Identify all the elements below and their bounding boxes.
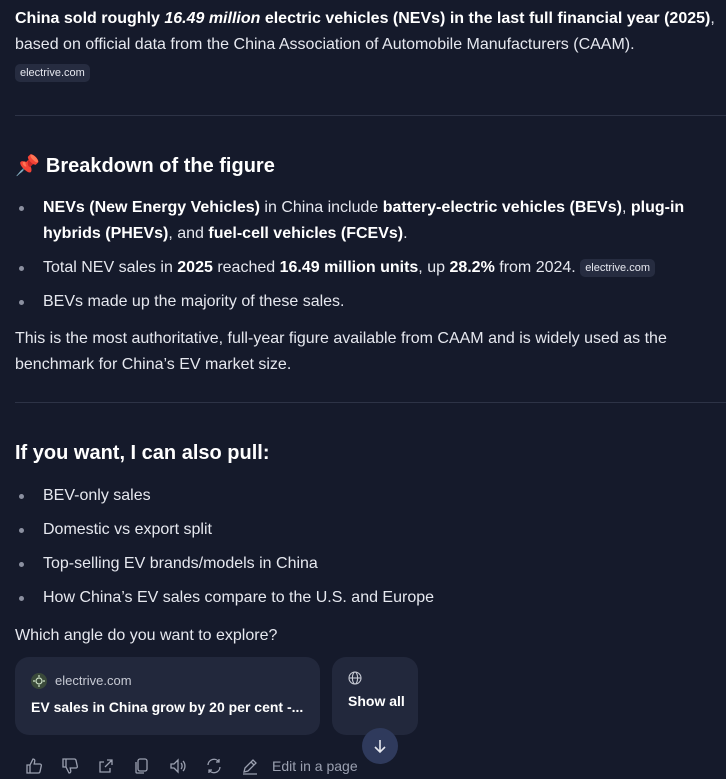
message-toolbar: [24, 753, 358, 779]
pushpin-icon: 📌: [15, 155, 40, 177]
site-favicon-icon: [31, 673, 47, 689]
summary-paragraph: This is the most authoritative, full-year figure available from CAAM and is widely used as the benchmark for China’s EV market size.: [15, 330, 667, 373]
list-item: How China’s EV sales compare to the U.S. and Europe: [15, 585, 715, 611]
citation-chip[interactable]: electrive.com: [580, 259, 655, 277]
list-item: NEVs (New Energy Vehicles) in China include battery-electric vehicles (BEVs), plug-in hybrids (PHEVs), and fuel-cell vehicles (FCEVs).: [15, 195, 715, 247]
edit-in-page-button[interactable]: Edit in a page: [272, 758, 358, 774]
source-site: electrive.com: [55, 673, 132, 688]
thumbs-down-icon[interactable]: [60, 755, 80, 777]
intro-text: , based on official data from the China Association of Automobile Manufacturers (CAAM).: [15, 10, 715, 53]
chat-response: [15, 6, 715, 649]
edit-icon[interactable]: [240, 755, 260, 777]
source-card[interactable]: [15, 657, 320, 735]
intro-bold-italic: 16.49 million: [164, 10, 261, 27]
followup-list: [15, 483, 715, 611]
source-title: EV sales in China grow by 20 per cent -...: [31, 699, 304, 715]
intro-paragraph: [15, 6, 715, 58]
share-icon[interactable]: [96, 755, 116, 777]
list-item: Top-selling EV brands/models in China: [15, 551, 715, 577]
arrow-down-icon: [372, 738, 388, 754]
breakdown-heading: 📌 Breakdown of the figure: [15, 155, 275, 177]
followup-heading: If you want, I can also pull:: [15, 442, 270, 464]
followup-question: Which angle do you want to explore?: [15, 627, 278, 644]
speaker-icon[interactable]: [168, 755, 188, 777]
copy-icon[interactable]: [132, 755, 152, 777]
thumbs-up-icon[interactable]: [24, 755, 44, 777]
show-all-label: Show all: [348, 693, 405, 709]
citation-chip[interactable]: electrive.com: [15, 64, 90, 82]
list-item: Total NEV sales in 2025 reached 16.49 million units, up 28.2% from 2024. electrive.com: [15, 255, 715, 281]
scroll-down-button[interactable]: [362, 728, 398, 764]
intro-bold-1: China sold roughly: [15, 10, 165, 27]
list-item: BEV-only sales: [15, 483, 715, 509]
breakdown-list: [15, 195, 715, 315]
list-item: BEVs made up the majority of these sales.: [15, 289, 715, 315]
show-all-button[interactable]: [332, 657, 418, 735]
globe-icon: [348, 671, 362, 685]
list-item: Domestic vs export split: [15, 517, 715, 543]
regenerate-icon[interactable]: [204, 755, 224, 777]
intro-bold-2: electric vehicles (NEVs) in the last full financial year (2025): [260, 10, 711, 27]
